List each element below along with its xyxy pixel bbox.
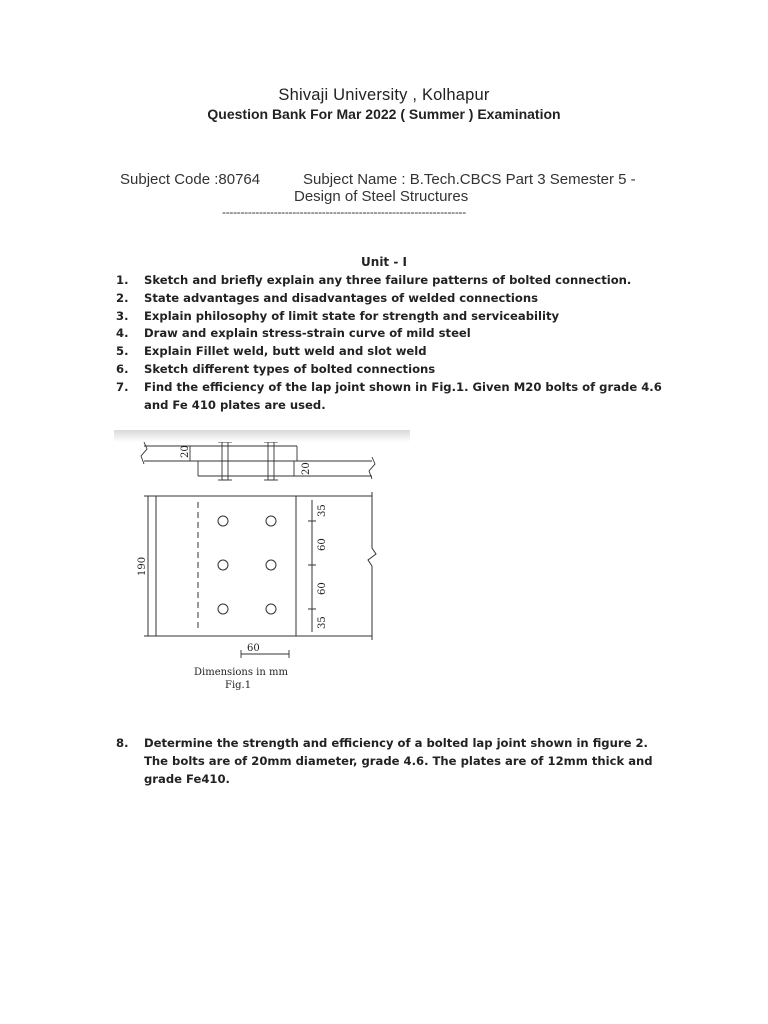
- question-text: Explain philosophy of limit state for strength and serviceability: [144, 308, 560, 323]
- question-number: 4.: [116, 326, 129, 341]
- figure-units-label: Dimensions in mm: [194, 667, 288, 678]
- bolt-hole-r3-c2: [266, 604, 276, 614]
- question-number: 8.: [116, 736, 129, 750]
- university-title: Shivaji University , Kolhapur: [278, 86, 490, 104]
- question-item: [116, 343, 676, 361]
- unit-title: Unit - I: [361, 255, 407, 269]
- break-mark-plan-right: [368, 492, 376, 640]
- question-number: 1.: [116, 273, 129, 287]
- dim-label-edge-top: 35: [317, 504, 328, 517]
- bolt-hole-r1-c1: [218, 516, 228, 526]
- question-text: Sketch and briefly explain any three failure patterns of bolted connection.: [144, 273, 632, 287]
- dim-label-gauge: 60: [247, 643, 260, 654]
- question-item: [116, 290, 676, 308]
- bolt-hole-r1-c2: [266, 516, 276, 526]
- question-item: [116, 325, 676, 343]
- question-text: State advantages and disadvantages of welded connections: [144, 290, 538, 305]
- dim-label-pitch-2: 60: [317, 582, 328, 595]
- question-text: Find the efficiency of the lap joint shown in Fig.1. Given M20 bolts of grade 4.6: [144, 379, 662, 394]
- dim-label-width: 190: [137, 556, 148, 576]
- subject-code: Subject Code :80764: [120, 171, 261, 188]
- question-text-continued: The bolts are of 20mm diameter, grade 4.6. The plates are of 12mm thick and: [144, 753, 653, 768]
- question-text: Determine the strength and efficiency of a bolted lap joint shown in figure 2.: [144, 736, 648, 750]
- question-number: 7.: [116, 379, 129, 394]
- exam-title: Question Bank For Mar 2022 ( Summer ) Examination: [207, 106, 561, 122]
- question-number: 5.: [116, 344, 129, 359]
- question-item: [116, 308, 676, 326]
- figure-caption: Fig.1: [225, 680, 252, 691]
- dim-label-top-plate: 20: [180, 445, 191, 458]
- question-text-continued: and Fe 410 plates are used.: [144, 397, 326, 412]
- question-item: [116, 735, 676, 788]
- dash-rule: ------------------------------------------------------------------: [222, 205, 466, 219]
- subject-name: Subject Name : B.Tech.CBCS Part 3 Semester 5 -: [303, 171, 636, 188]
- figure-scan-band: [114, 430, 410, 442]
- question-list-continued: [116, 735, 676, 788]
- dim-label-pitch-1: 60: [317, 538, 328, 551]
- question-list-unit-1: [116, 272, 676, 414]
- figure-1: [114, 430, 410, 691]
- dim-label-edge-bottom: 35: [317, 616, 328, 629]
- bolt-hole-r2-c2: [266, 560, 276, 570]
- bolt-hole-r2-c1: [218, 560, 228, 570]
- question-text: Explain Fillet weld, butt weld and slot weld: [144, 344, 427, 359]
- question-text-continued: grade Fe410.: [144, 771, 230, 786]
- question-number: 3.: [116, 308, 129, 323]
- question-text: Draw and explain stress-strain curve of mild steel: [144, 326, 471, 341]
- question-item: [116, 361, 676, 379]
- question-item: [116, 379, 676, 415]
- question-text: Sketch different types of bolted connections: [144, 361, 436, 376]
- bolt-hole-r3-c1: [218, 604, 228, 614]
- question-number: 2.: [116, 290, 129, 305]
- dim-label-bottom-plate: 20: [301, 462, 312, 475]
- subject-name-continued: Design of Steel Structures: [294, 188, 469, 205]
- question-number: 6.: [116, 361, 129, 376]
- lap-joint-drawing: [114, 430, 410, 691]
- question-item: [116, 272, 676, 290]
